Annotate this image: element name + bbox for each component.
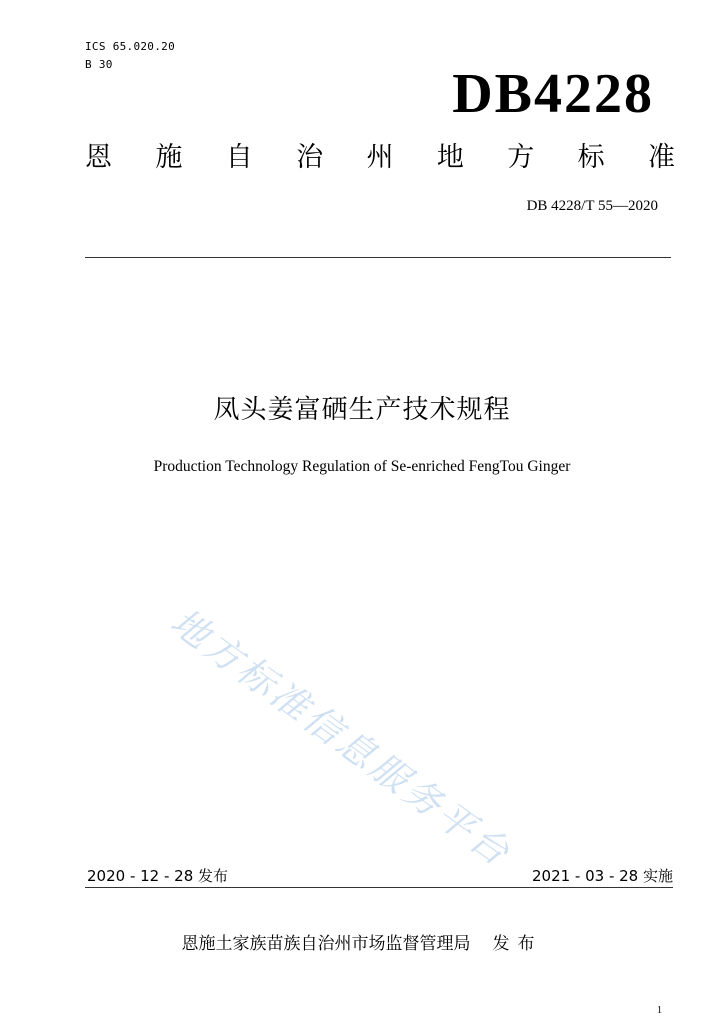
ccs-code: B 30 [85, 58, 113, 71]
db-logo: DB4228 [452, 63, 654, 125]
watermark-text: 地方标准信息服务平台 [162, 600, 520, 876]
implementation-date: 2021 - 03 - 28 实施 [531, 867, 673, 885]
document-title-chinese: 凤头姜富硒生产技术规程 [213, 395, 511, 425]
page-number: 1 [657, 1005, 662, 1016]
top-divider [85, 257, 671, 258]
issuer-action: 发布 [492, 934, 543, 954]
standard-type-char: 地 [436, 142, 464, 173]
issue-date: 2020 - 12 - 28 发布 [87, 867, 229, 885]
standard-type-char: 自 [225, 142, 253, 173]
issuing-authority [0, 932, 724, 956]
standard-type-char: 标 [577, 142, 605, 173]
document-title-english: Production Technology Regulation of Se-enriched FengTou Ginger [153, 458, 571, 475]
standard-type-char: 州 [366, 142, 394, 173]
standard-number: DB 4228/T 55—2020 [526, 198, 658, 214]
standard-type-heading [85, 140, 675, 176]
classification-codes [85, 38, 175, 74]
standard-type-char: 准 [648, 142, 675, 173]
standard-type-char: 恩 [85, 142, 112, 173]
standard-type-char: 方 [507, 142, 535, 173]
issuer-name: 恩施土家族苗族自治州市场监督管理局 [181, 934, 471, 954]
ics-code: ICS 65.020.20 [85, 40, 175, 53]
standard-type-char: 治 [296, 142, 324, 173]
bottom-divider [85, 887, 673, 888]
standard-type-char: 施 [155, 142, 183, 173]
